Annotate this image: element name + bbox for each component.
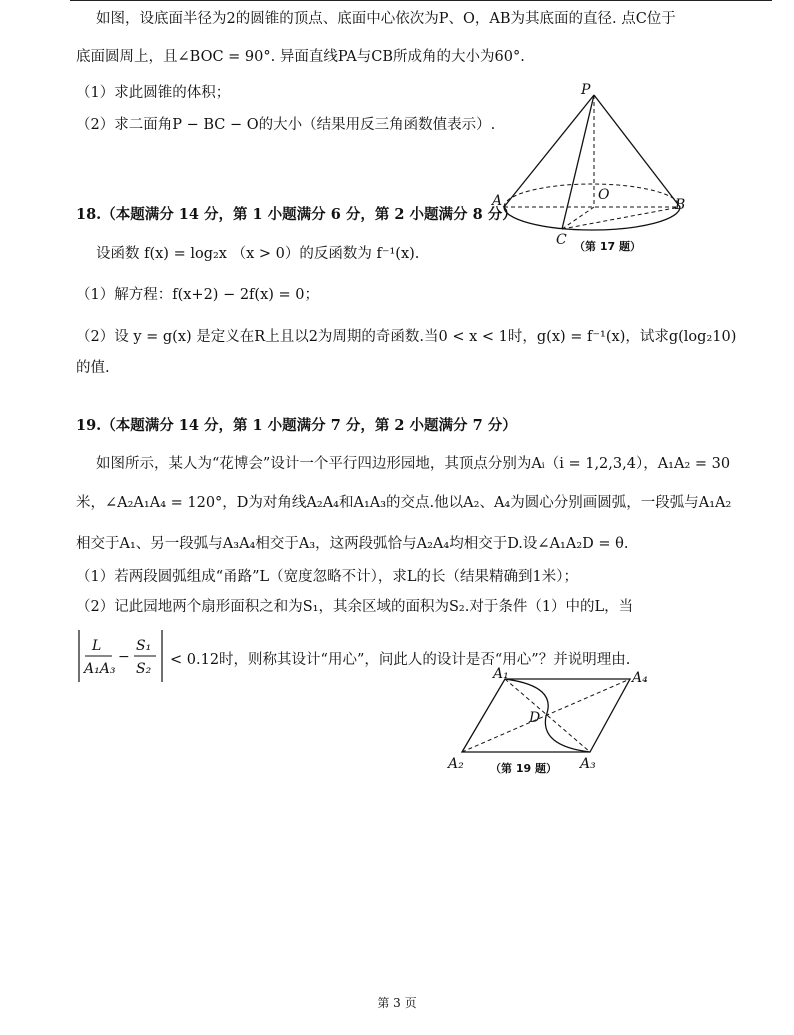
label-P: P	[581, 82, 591, 98]
p19-part1: （1）若两段圆弧组成“甬路”L（宽度忽略不计），求L的长（结果精确到1米）；	[76, 569, 579, 585]
p17-part1: （1）求此圆锥的体积；	[76, 85, 231, 101]
p18-part1: （1）解方程：f(x+2) − 2f(x) = 0；	[76, 287, 320, 303]
label-A: A	[492, 193, 503, 209]
p17-part2: （2）求二面角P − BC − O的大小（结果用反三角函数值表示）.	[76, 117, 496, 133]
p18-part2-line2: 的值.	[76, 360, 110, 376]
p17-intro-line1: 如图，设底面半径为2的圆锥的顶点、底面中心依次为P、O，AB为其底面的直径. 点C位于	[96, 11, 676, 27]
p19-line1: 如图所示，某人为“花博会”设计一个平行四边形园地，其顶点分别为Aᵢ（i = 1,2,3,4），A₁A₂ = 30	[96, 456, 731, 472]
p19-part2-condition-tail: < 0.12时，则称其设计“用心”，问此人的设计是否“用心”？并说明理由.	[170, 652, 631, 668]
label-C: C	[556, 232, 567, 248]
p18-part2-line1: （2）设 y = g(x) 是定义在R上且以2为周期的奇函数.当0 < x < 1时，g(x) = f⁻¹(x)，试求g(log₂10)	[76, 329, 737, 345]
p18-intro: 设函数 f(x) = log₂x （x > 0）的反函数为 f⁻¹(x).	[96, 246, 420, 262]
p17-intro-line2: 底面圆周上，且∠BOC = 90°. 异面直线PA与CB所成角的大小为60°.	[76, 49, 525, 65]
label-A4: A₄	[632, 670, 648, 686]
p19-line3: 相交于A₁、另一段弧与A₃A₄相交于A₃，这两段弧恰与A₂A₄均相交于D.设∠A₁A₂D = θ.	[76, 536, 629, 552]
minus-sign: −	[118, 649, 130, 665]
cone-figure	[490, 78, 710, 258]
label-D: D	[529, 710, 541, 726]
label-A2: A₂	[448, 756, 464, 772]
page-number: 第 3 页	[377, 996, 417, 1010]
p19-part2: （2）记此园地两个扇形面积之和为S₁，其余区域的面积为S₂.对于条件（1）中的L，当	[76, 599, 634, 615]
label-A1: A₁	[493, 666, 509, 682]
label-B: B	[675, 197, 686, 213]
top-rule	[70, 0, 772, 1]
parallelogram-figure	[440, 664, 660, 782]
fraction2-denominator: S₂	[136, 661, 152, 677]
fraction1-numerator: L	[92, 638, 102, 654]
fraction1-denominator: A₁A₃	[84, 661, 116, 677]
p19-line2: 米，∠A₂A₁A₄ = 120°，D为对角线A₂A₄和A₁A₃的交点.他以A₂、A₄为圆心分别画圆弧，一段弧与A₁A₂	[76, 495, 732, 511]
label-A3: A₃	[580, 756, 596, 772]
label-O: O	[598, 187, 610, 203]
fraction2-numerator: S₁	[136, 638, 152, 654]
p19-heading: 19.（本题满分 14 分，第 1 小题满分 7 分，第 2 小题满分 7 分）	[76, 417, 517, 434]
figure-17-caption: （第 17 题）	[574, 240, 641, 253]
figure-19-caption: （第 19 题）	[490, 762, 557, 775]
p18-heading: 18.（本题满分 14 分，第 1 小题满分 6 分，第 2 小题满分 8 分）	[76, 206, 517, 223]
